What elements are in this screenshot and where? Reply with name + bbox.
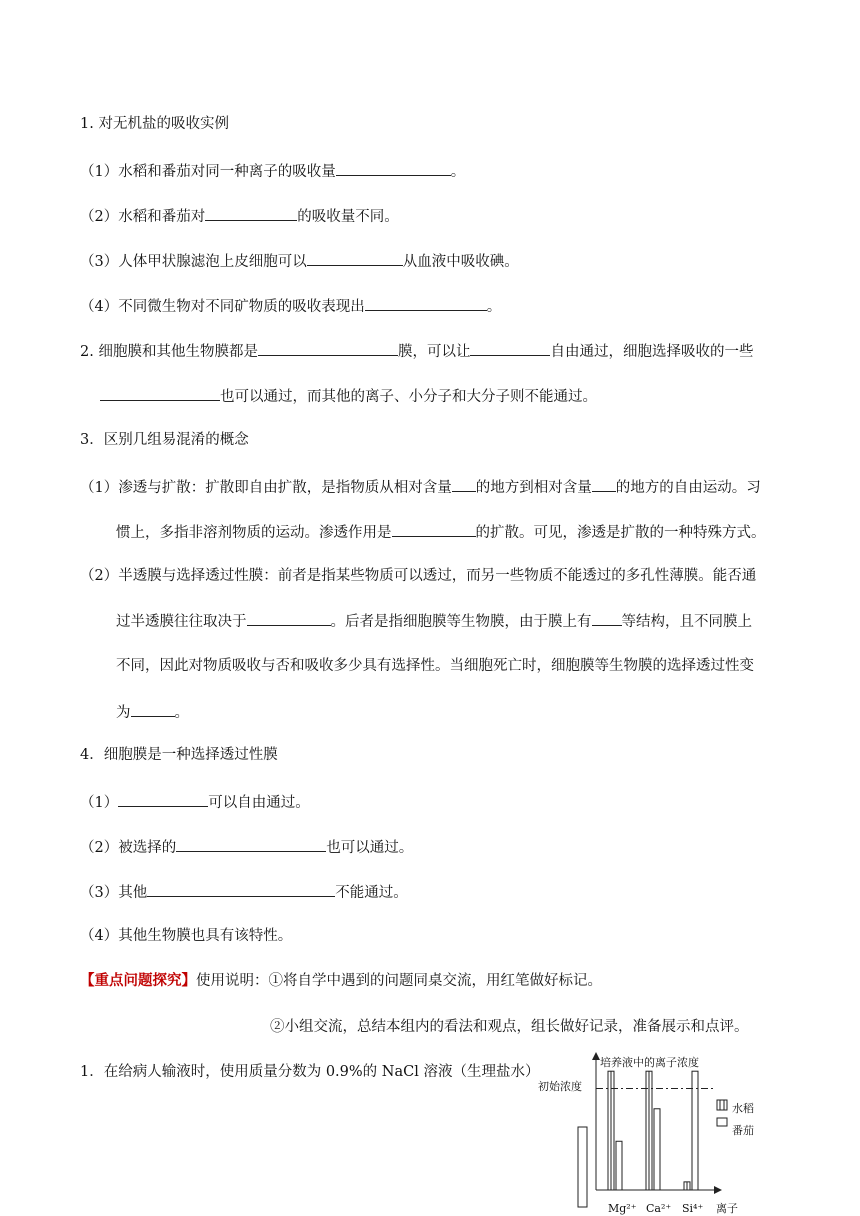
bar-tomato-2 [692,1071,698,1190]
legend-rice-label: 水稻 [732,1102,754,1115]
answer-blank[interactable] [470,340,550,356]
x-tick-ca: Ca²⁺ [646,1202,672,1215]
section4-item-1: （1） 可以自由通过。 [80,791,310,813]
section3-para1-line1: （1）渗透与扩散：扩散即自由扩散，是指物质从相对含量 的地方到相对含量 的地方的自由运动。习 [80,476,761,498]
x-axis-arrow [714,1186,722,1194]
section3-para2-line4: 为 。 [116,701,189,723]
section3-para2-line1: （2）半透膜与选择透过性膜：前者是指某些物质可以透过，而另一些物质不能透过的多孔性薄膜。能否通 [80,568,757,584]
answer-blank[interactable] [100,385,220,401]
answer-blank[interactable] [592,476,616,492]
y-axis-arrow [592,1052,600,1060]
section3-para2-line3: 不同，因此对物质吸收与否和吸收多少具有选择性。当细胞死亡时，细胞膜等生物膜的选择透过性变 [116,658,754,674]
legend-rice-swatch [717,1100,727,1110]
legend-tomato-swatch [717,1118,727,1126]
section1-item-3: （3）人体甲状腺滤泡上皮细胞可以 从血液中吸收碘。 [80,250,519,272]
bar-tomato-1 [654,1109,660,1190]
section1-heading: 1. 对无机盐的吸收实例 [80,116,229,132]
key-questions-instructions-2: ②小组交流，总结本组内的看法和观点，组长做好记录，准备展示和点评。 [270,1019,749,1035]
section4-item-2: （2）被选择的 也可以通过。 [80,836,413,858]
ion-concentration-figure [540,1050,840,1216]
key-questions-instructions: 【重点问题探究】使用说明：①将自学中遇到的问题同桌交流，用红笔做好标记。 [80,972,602,989]
answer-blank[interactable] [247,610,331,626]
section4-heading: 4．细胞膜是一种选择透过性膜 [80,747,278,763]
answer-blank[interactable] [176,836,326,852]
answer-blank[interactable] [365,295,487,311]
answer-blank[interactable] [205,205,297,221]
section2-line-1: 2. 细胞膜和其他生物膜都是 膜，可以让 自由通过，细胞选择吸收的一些 [80,340,753,362]
legend-tomato-label: 番茄 [732,1124,754,1137]
y-axis-label: 培养液中的离子浓度 [600,1056,699,1069]
section2-line-2: 也可以通过，而其他的离子、小分子和大分子则不能通过。 [100,385,597,407]
section3-para2-line2: 过半透膜往往取决于 。后者是指细胞膜等生物膜，由于膜上有 等结构，且不同膜上 [116,610,752,632]
section1-item-2: （2）水稻和番茄对 的吸收量不同。 [80,205,399,227]
answer-blank[interactable] [392,521,476,537]
answer-blank[interactable] [118,791,208,807]
stray-rectangle [578,1127,587,1207]
section3-heading: 3．区别几组易混淆的概念 [80,432,249,448]
section4-item-4: （4）其他生物膜也具有该特性。 [80,928,293,944]
section4-item-3: （3）其他 不能通过。 [80,881,408,903]
answer-blank[interactable] [258,340,398,356]
key-questions-label: 【重点问题探究】 [80,972,196,989]
bar-tomato-0 [616,1141,622,1190]
answer-blank[interactable] [307,250,403,266]
answer-blank[interactable] [131,701,175,717]
answer-blank[interactable] [592,610,622,626]
answer-blank[interactable] [147,881,335,897]
section1-item-4: （4）不同微生物对不同矿物质的吸收表现出 。 [80,295,501,317]
x-tick-mg: Mg²⁺ [608,1202,637,1215]
x-axis-label: 离子 [716,1202,738,1215]
answer-blank[interactable] [336,160,451,176]
section3-para1-line2: 惯上，多指非溶剂物质的运动。渗透作用是 的扩散。可见，渗透是扩散的一种特殊方式。 [116,521,766,543]
x-tick-si: Si⁴⁺ [682,1202,704,1215]
question-1-text: 1．在给病人输液时，使用质量分数为 0.9%的 NaCl 溶液（生理盐水） [80,1064,540,1080]
ion-concentration-chart [540,1050,840,1216]
initial-concentration-label: 初始浓度 [538,1080,582,1093]
answer-blank[interactable] [452,476,476,492]
section1-item-1: （1）水稻和番茄对同一种离子的吸收量 。 [80,160,465,182]
